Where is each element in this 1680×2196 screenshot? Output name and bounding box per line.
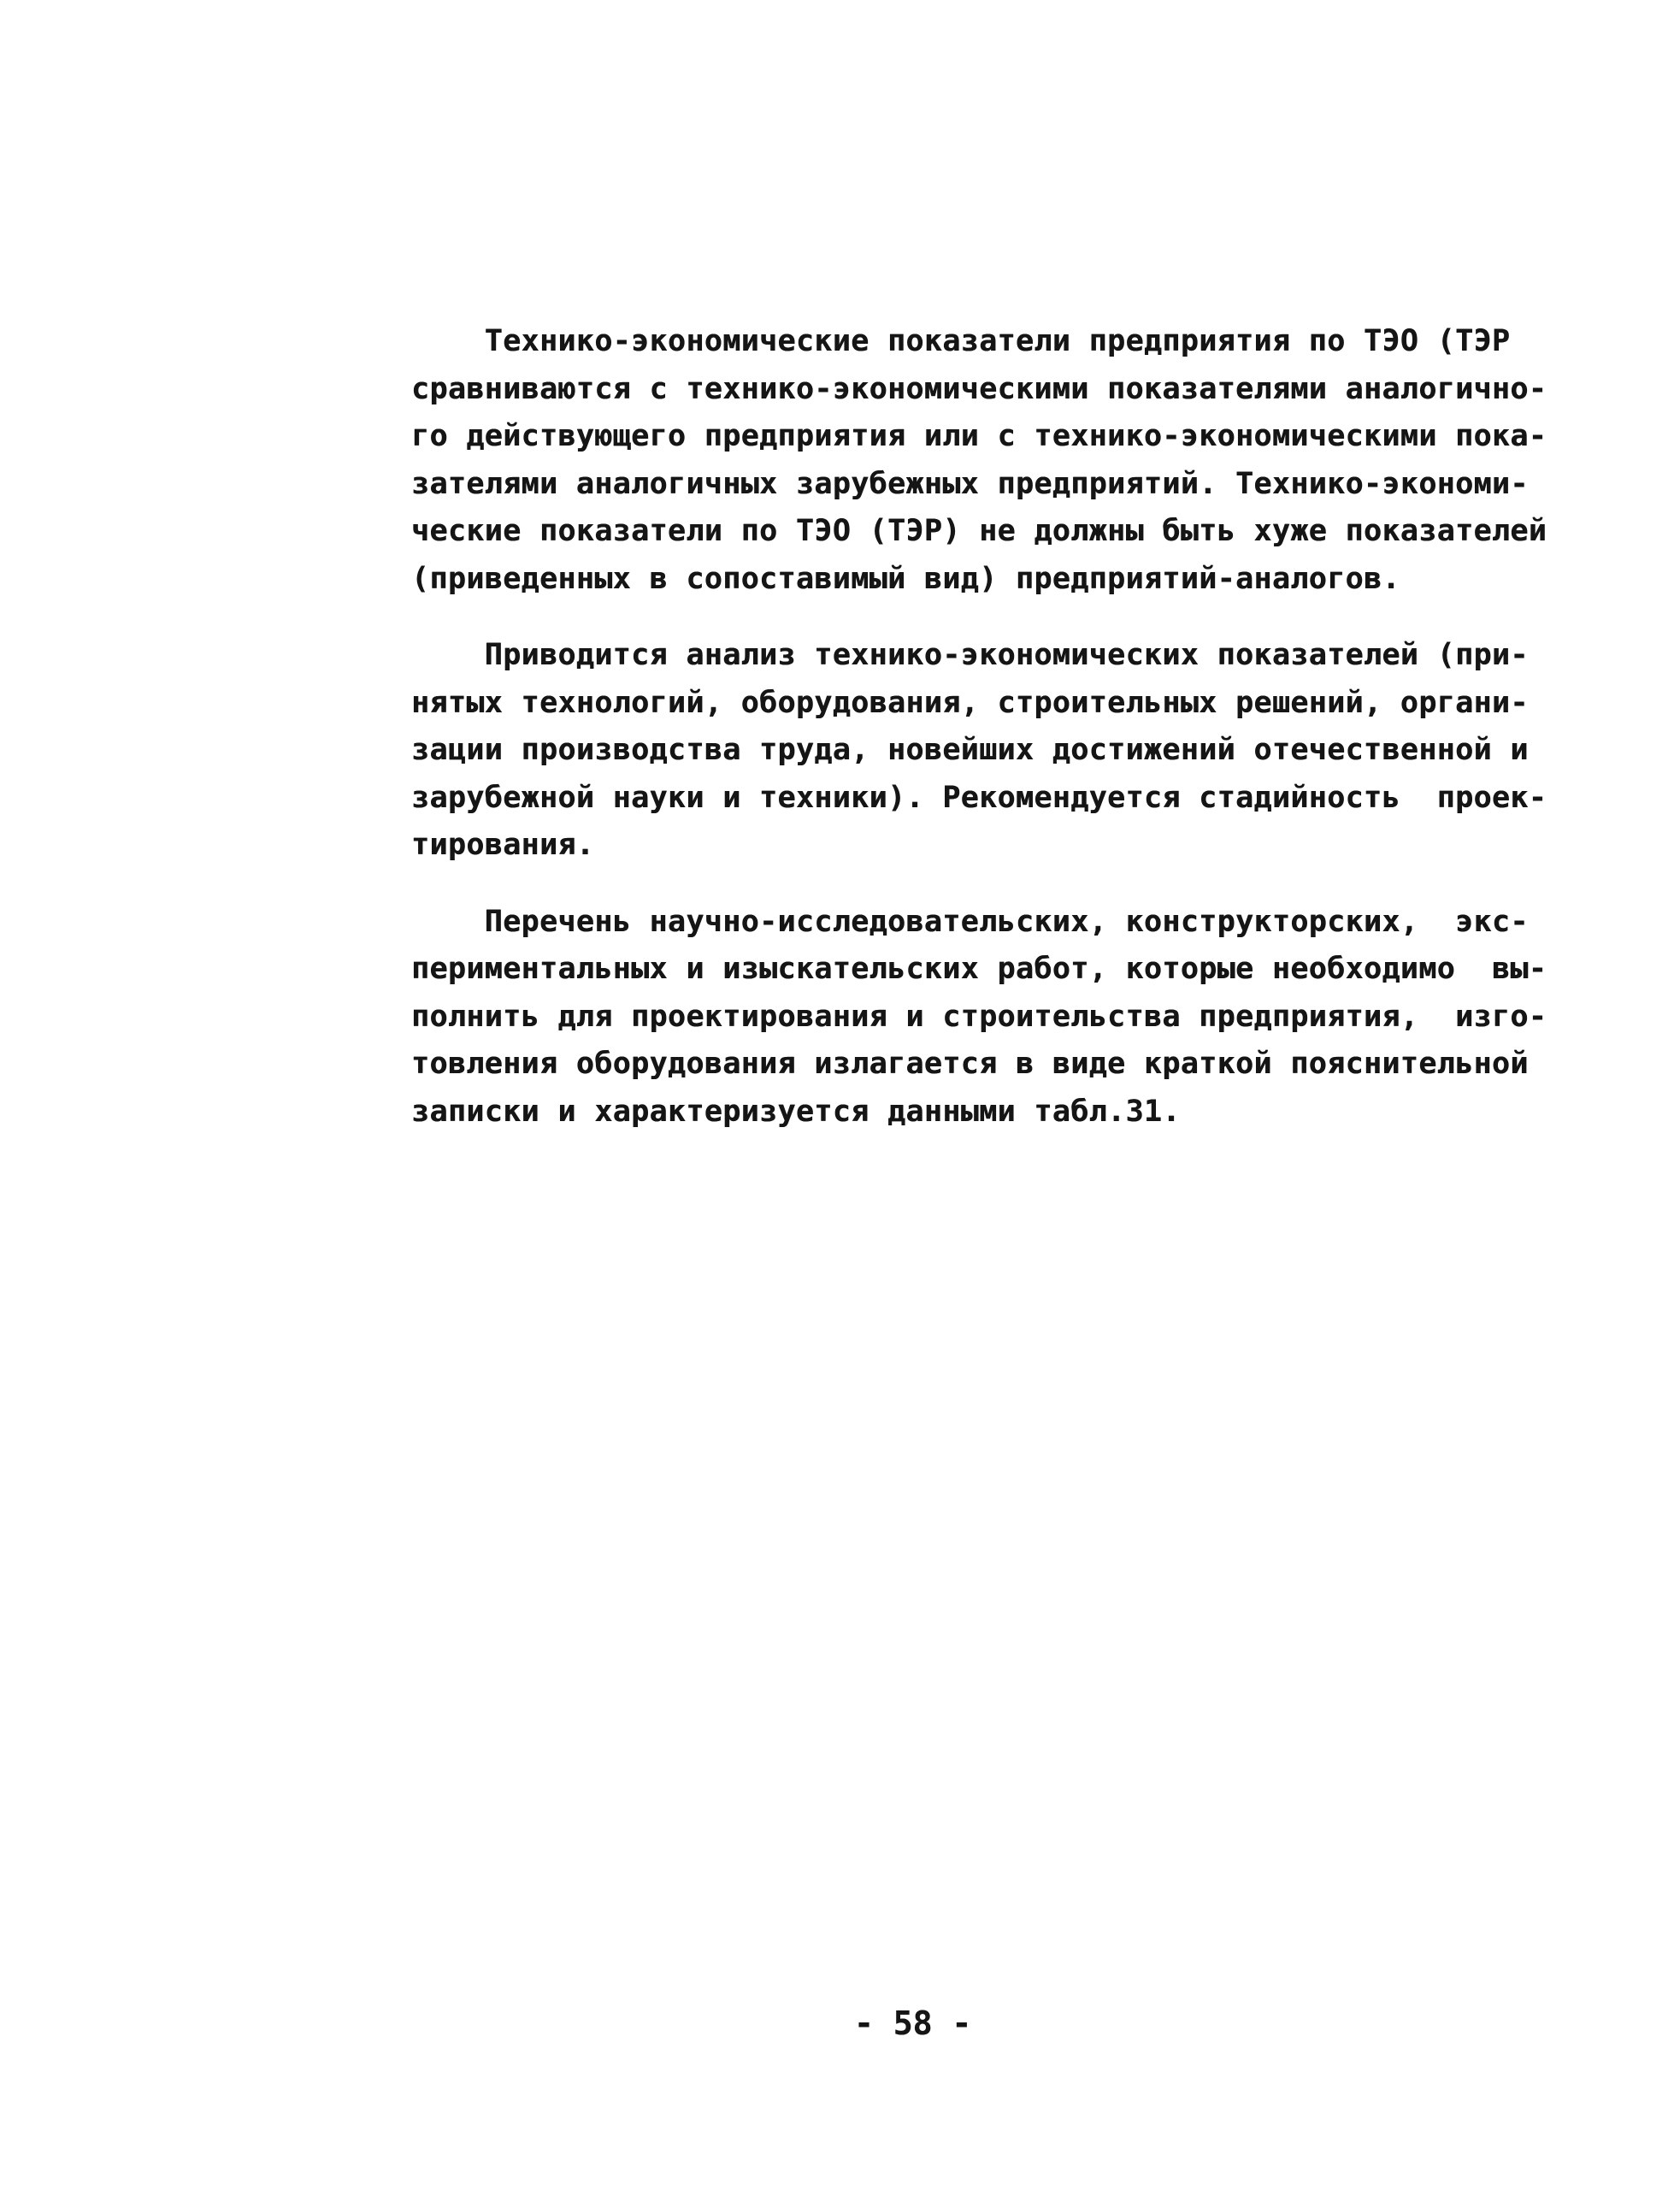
text-line: ческие показатели по ТЭО (ТЭР) не должны быть хуже показателей: [411, 514, 1547, 548]
paragraph-research-works: [411, 899, 1557, 1136]
text-line: полнить для проектирования и строительства предприятия, изго-: [411, 999, 1547, 1034]
text-line: товления оборудования излагается в виде краткой пояснительной: [411, 1047, 1529, 1081]
page-number: - 58 -: [853, 2004, 972, 2042]
text-line: Приводится анализ технико-экономических показателей (при-: [411, 638, 1529, 672]
text-line: сравниваются с технико-экономическими показателями аналогично-: [411, 371, 1547, 406]
text-line: периментальных и изыскательских работ, которые необходимо вы-: [411, 952, 1547, 986]
text-line: (приведенных в сопоставимый вид) предприятий-аналогов.: [411, 561, 1400, 596]
text-line: тирования.: [411, 828, 595, 862]
text-line: Перечень научно-исследовательских, конструкторских, экс-: [411, 904, 1529, 939]
text-line: Технико-экономические показатели предприятия по ТЭО (ТЭР: [411, 324, 1511, 358]
text-line: зарубежной науки и техники). Рекомендуется стадийность проек-: [411, 780, 1547, 815]
body-text: [411, 318, 1557, 1165]
paragraph-tei-comparison: [411, 318, 1557, 603]
text-line: нятых технологий, оборудования, строительных решений, органи-: [411, 685, 1529, 720]
text-line: зателями аналогичных зарубежных предприятий. Технико-экономи-: [411, 466, 1529, 501]
text-line: зации производства труда, новейших достижений отечественной и: [411, 733, 1529, 767]
text-line: записки и характеризуется данными табл.31.: [411, 1094, 1181, 1129]
text-line: го действующего предприятия или с технико-экономическими пока-: [411, 419, 1547, 453]
paragraph-analysis: [411, 632, 1557, 870]
